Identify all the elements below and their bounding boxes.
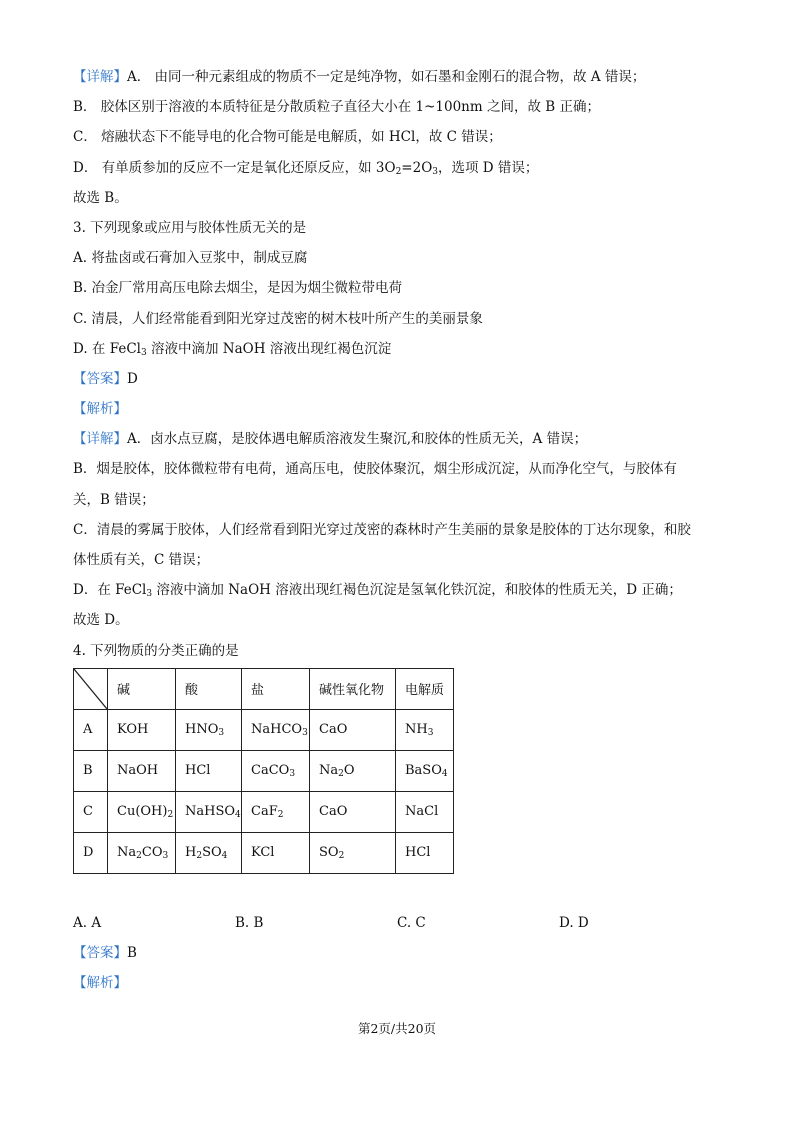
q3-answer: 【答案】D [73, 370, 138, 387]
header-basic-oxide: 碱性氧化物 [310, 668, 396, 709]
q3-detail-b2: 关，B 错误； [73, 491, 155, 508]
table-cell: BaSO$_4$ [396, 750, 454, 791]
table-cell: $H_2SO_4$ [176, 832, 242, 873]
header-salt: 盐 [242, 668, 310, 709]
detail-tag: 【详解】 [73, 69, 127, 85]
q3-detail-b1: B．烟是胶体，胶体微粒带有电荷，通高压电，使胶体聚沉，烟尘形成沉淀，从而净化空气，与胶体有 [73, 461, 677, 478]
classification-table [73, 668, 454, 874]
table-row [74, 750, 454, 791]
page-content [73, 62, 723, 998]
table-cell: NaHSO$_4$ [176, 791, 242, 832]
header-electrolyte: 电解质 [396, 668, 454, 709]
table-cell: $HNO_3$ [176, 709, 242, 750]
q2-detail-b: B． 胶体区别于溶液的本质特征是分散质粒子直径大小在 1~100nm 之间，故 B 正确； [73, 99, 600, 116]
choice-d: D. D [559, 914, 589, 931]
table-cell: CaCO$_3$ [242, 750, 310, 791]
table-cell: NaCl [396, 791, 454, 832]
q3-conclusion: 故选 D。 [73, 612, 129, 629]
q4-choices [73, 908, 723, 938]
q2-detail-c: C． 熔融状态下不能导电的化合物可能是电解质，如 HCl，故 C 错误； [73, 129, 502, 146]
q4-answer: 【答案】B [73, 944, 137, 961]
table-cell: CaO [310, 709, 396, 750]
q2-detail-d: D． 有单质参加的反应不一定是氧化还原反应，如 $3O_2=2O_3$，选项 D 错误； [73, 159, 539, 177]
q3-option-d: D. 在 FeCl$_3$ 溶液中滴加 NaOH 溶液出现红褐色沉淀 [73, 340, 392, 358]
row-label: A [74, 709, 108, 750]
table-cell: HCl [396, 832, 454, 873]
q4-stem: 4. 下列物质的分类正确的是 [73, 642, 239, 659]
q3-option-b: B. 冶金厂常用高压电除去烟尘，是因为烟尘微粒带电荷 [73, 280, 403, 297]
table-cell: NaHCO$_3$ [242, 709, 310, 750]
table-row [74, 791, 454, 832]
q3-stem: 3. 下列现象或应用与胶体性质无关的是 [73, 219, 307, 236]
row-label: C [74, 791, 108, 832]
table-cell: $NH_3$ [396, 709, 454, 750]
table-cell: CaO [310, 791, 396, 832]
table-cell: HCl [176, 750, 242, 791]
q2-detail-a: 【详解】A． 由同一种元素组成的物质不一定是纯净物，如石墨和金刚石的混合物，故 A 错误； [73, 69, 646, 85]
row-label: B [74, 750, 108, 791]
choice-c: C. C [397, 914, 426, 931]
q3-detail-c1: C．清晨的雾属于胶体，人们经常看到阳光穿过茂密的森林时产生美丽的景象是胶体的丁达尔现象，和胶 [73, 521, 691, 538]
table-cell: $Na_2O$ [310, 750, 396, 791]
table-cell: CaF$_2$ [242, 791, 310, 832]
table-row [74, 832, 454, 873]
q3-detail-a: 【详解】A．卤水点豆腐，是胶体遇电解质溶液发生聚沉,和胶体的性质无关，A 错误； [73, 431, 588, 448]
choice-b: B. B [235, 914, 264, 931]
header-base: 碱 [108, 668, 176, 709]
table-cell: $Na_2CO_3$ [108, 832, 176, 873]
q2-conclusion: 故选 B。 [73, 189, 128, 206]
table-row [74, 709, 454, 750]
table-cell: $Cu(OH)_2$ [108, 791, 176, 832]
answer-tag: 【答案】 [73, 370, 127, 387]
table-cell: KCl [242, 832, 310, 873]
table-cell: KOH [108, 709, 176, 750]
diagonal-header-cell [74, 668, 108, 709]
q4-analysis-tag: 【解析】 [73, 974, 127, 991]
q3-option-c: C. 清晨，人们经常能看到阳光穿过茂密的树木枝叶所产生的美丽景象 [73, 310, 483, 327]
table-cell: NaOH [108, 750, 176, 791]
header-acid: 酸 [176, 668, 242, 709]
table-header-row [74, 668, 454, 709]
choice-a: A. A [73, 914, 102, 931]
q3-detail-c2: 体性质有关，C 错误； [73, 552, 210, 568]
q3-detail-d: D．在 FeCl$_3$ 溶液中滴加 NaOH 溶液出现红褐色沉淀是氢氧化铁沉淀，和胶体的性质无关，D 正确； [73, 582, 682, 600]
q3-analysis-tag: 【解析】 [73, 401, 127, 418]
page-footer: 第2页/共20页 [357, 1021, 437, 1036]
table-body [74, 709, 454, 873]
row-label: D [74, 832, 108, 873]
q3-option-a: A. 将盐卤或石膏加入豆浆中，制成豆腐 [73, 250, 308, 267]
table-cell: $SO_2$ [310, 832, 396, 873]
